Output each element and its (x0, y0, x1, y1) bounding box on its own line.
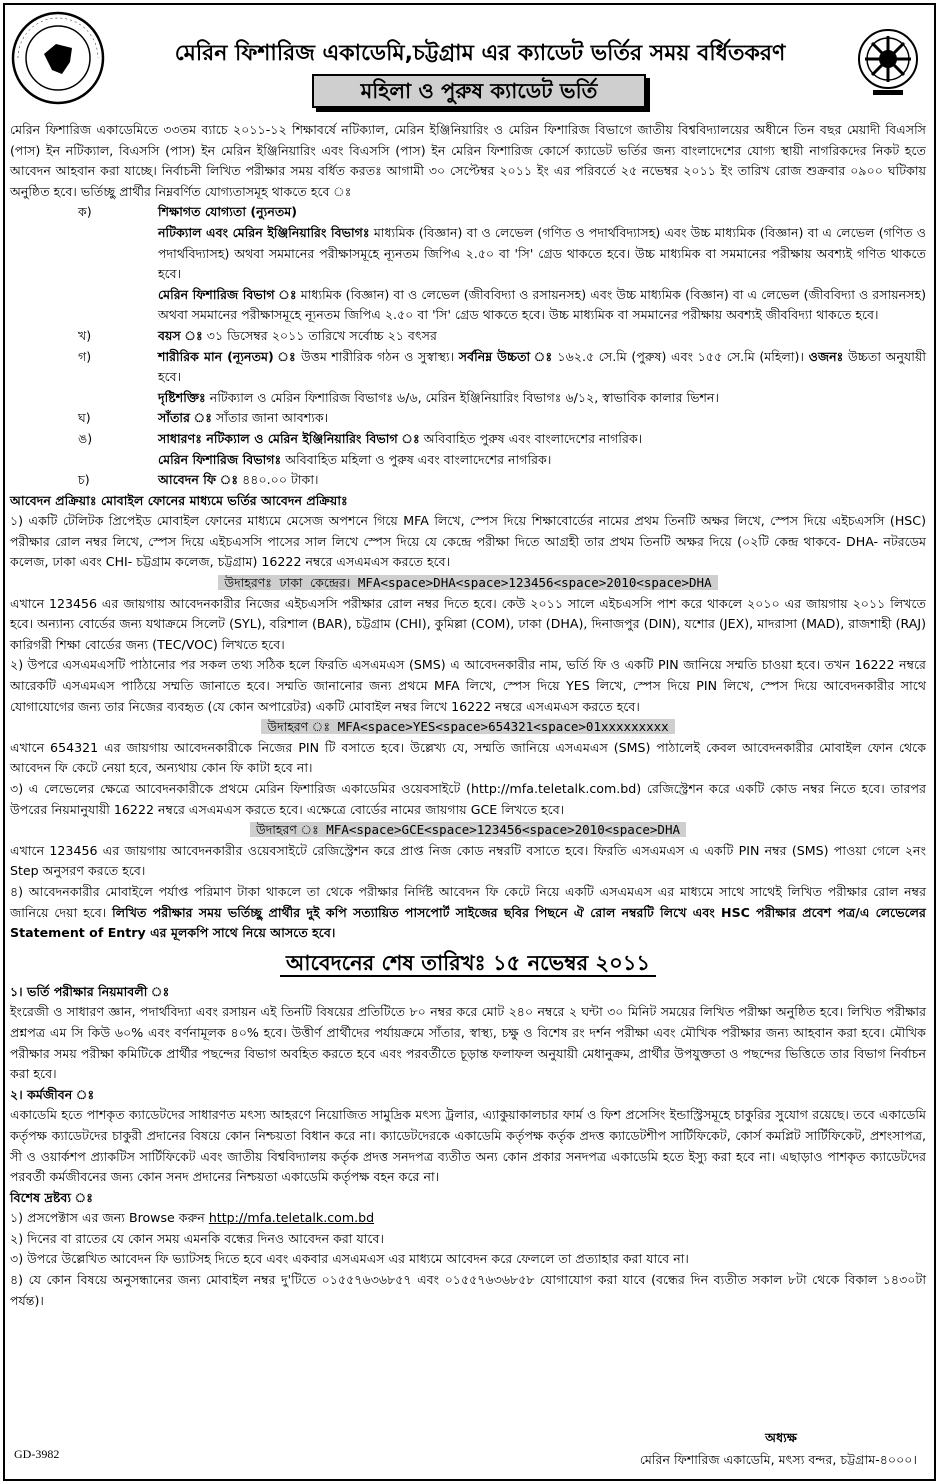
special-note-4: ৪) যে কোন বিষয়ে অনুসন্ধানের জন্য মোবাইল নম্বর দু'টিতে ০১৫৫৭৬৩৬৮৫৭ এবং ০১৫৫৭৬৩৬৮৫৮ যোগাযোগ করা যাবে (বন্ধের দিন ব্যতীত সকাল ৮টা থেকে বিকাল ১৪৩০টা পর্যন্ত)। (10, 1272, 926, 1308)
process-step-4: ৪) আবেদনকারীর মোবাইলে পর্যাপ্ত পরিমাণ টাকা থাকলে তা থেকে পরীক্ষার নির্দিষ্ট আবেদন ফি কেটে নিয়ে একটি এসএমএস এর মাধ্যমে সাথে সাথেই লিখিত পরীক্ষার রোল নম্বর জানিয়ে দেয়া হবে। লিখিত পরীক্ষার সময় ভর্তিচ্ছু প্রার্থীর দুই কপি সত্যায়িত পাসপোর্ট সাইজের ছবির পিছনে ঐ রোল নম্বরটি লিখে এবং HSC পরীক্ষার প্রবেশ পত্র/এ লেভেলের Statement of Entry এর মূলকপি সাথে নিয়ে আসতে হবে। (10, 883, 926, 941)
qualification-general-fisheries: মেরিন ফিশারিজ বিভাগঃ অবিবাহিত মহিলা ও পুরুষ এবং বাংলাদেশের নাগরিক। (158, 451, 552, 467)
application-deadline: আবেদনের শেষ তারিখঃ ১৫ নভেম্বর ২০১১ (10, 948, 926, 978)
ad-code: GD-3982 (14, 1447, 60, 1461)
qualification-swimming: ঘ) সাঁতার ঃ সাঁতার জানা আবশ্যক। (78, 410, 329, 426)
example-2: উদাহরণ ঃ MFA<space>YES<space>654321<space>01xxxxxxxxx (10, 717, 926, 738)
education-fisheries: মেরিন ফিশারিজ বিভাগ ঃ মাধ্যমিক (বিজ্ঞান) বা ও লেভেল (জীববিদ্যা ও রসায়নসহ) এবং উচ্চ মাধ্যমিক (বিজ্ঞান) বা এ লেভেল (জীববিদ্যা ও রসায়নসহ) অথবা সমমানের পরীক্ষাসমূহে ন্যূনতম জিপিএ ২.৫০ বা 'সি' গ্রেড থাকতে হবে। উচ্চ মাধ্যমিক বা সমমানের পরীক্ষায় অবশ্যই জীববিদ্যা থাকতে হবে। (158, 286, 926, 323)
qualification-education: ক) শিক্ষাগত যোগ্যতা (ন্যুনতম) (78, 204, 298, 220)
process-step-3: ৩) এ লেভেলের ক্ষেত্রে আবেদনকারীকে প্রথমে মেরিন ফিশারিজ একাডেমির ওয়েবসাইটে (http://mfa.teletalk.com.bd) রেজিস্ট্রেশন করে একটি কোড নম্বর নিতে হবে। তারপর উপরের নিয়মানুযায়ী 16222 নম্বরে এসএমএস করতে হবে। এক্ষেত্রে বোর্ডের নামের জায়গায় GCE লিখতে হবে। (10, 781, 926, 817)
example-1: উদাহরণঃ ঢাকা কেন্দ্রের। MFA<space>DHA<space>123456<space>2010<space>DHA (10, 573, 926, 594)
page-title: মেরিন ফিশারিজ একাডেমি,চট্টগ্রাম এর ক্যাডেট ভর্তির সময় বর্ধিতকরণ (174, 41, 786, 66)
example-3: উদাহরণ ঃ MFA<space>GCE<space>123456<space>2010<space>DHA (10, 820, 926, 841)
qualification-fee: চ) আবেদন ফি ঃ ৪৪০.০০ টাকা। (78, 472, 319, 488)
special-notes-heading: বিশেষ দ্রষ্টব্য ঃ (10, 1189, 94, 1205)
signature-title: অধ্যক্ষ (765, 1430, 797, 1445)
exam-rules-text: ইংরেজী ও সাধারণ জ্ঞান, পদার্থবিদ্যা এবং রসায়ন এই তিনটি বিষয়ের প্রতিটিতে ৮০ নম্বর করে মোট ২৪০ নম্বরে ২ ঘন্টা ৩০ মিনিট সময়ের লিখিত পরীক্ষা অনুষ্ঠিত হবে। লিখিত পরীক্ষার প্রশ্নপত্র এম সি কিউ ৬০% এবং বর্ণনামূলক ৪০% হবে। উত্তীর্ণ প্রার্থীদের পর্যায়ক্রমে সাঁতার, স্বাস্থ্য, চক্ষু ও বিশেষ রং দর্শন পরীক্ষা এবং মৌখিক পরীক্ষার জন্য আহবান করা হবে। মৌখিক পরীক্ষার সময় পরীক্ষা কমিটিকে প্রার্থীর পছন্দের বিভাগ অবহিত করতে হবে এবং পরবর্তীতে চূড়ান্ত ফলাফল অনুযায়ী মেধানুক্রম, প্রার্থীর উপযুক্ততা ও পছন্দের ভিত্তিতে তার বিভাগ নির্বাচন করা হবে। (10, 1004, 926, 1082)
process-heading: আবেদন প্রক্রিয়াঃ মোবাইল ফোনের মাধ্যমে ভর্তির আবেদন প্রক্রিয়াঃ (10, 492, 348, 508)
career-heading: ২। কর্মজীবন ঃ (10, 1086, 95, 1102)
notice-body (10, 120, 926, 1311)
signature-block (640, 1427, 917, 1471)
career-text: একাডেমি হতে পাশকৃত ক্যাডেটদের সাধারণত মৎস্য আহরণে নিয়োজিত সামুদ্রিক মৎস্য ট্রলার, এ্যাকুয়াকালচার ফার্ম ও ফিশ প্রসেসিং ইন্ডাস্ট্রিসমূহে চাকুরির সুযোগ রয়েছে। তবে একাডেমি কর্তৃপক্ষ ক্যাডেটদের চাকুরী প্রদানের বিষয়ে কোন নিশ্চয়তা বিধান করে না। ক্যাডেটদেরকে একাডেমি কর্তৃপক্ষ কর্তৃক প্রদত্ত ক্যাডেটশীপ সার্টিফিকেট, কোর্স কমপ্লিট সার্টিফিকেট, প্রশংসাপত্র, সী ও ওয়ার্কশপ প্র্যাকটিস সার্টিফিকেট এবং জাতীয় বিশ্ববিদ্যালয় কর্তৃক প্রদত্ত সনদপত্র ব্যতীত অন্য কোন প্রকার সনদপত্র একাডেমি হতে ইস্যু করা হবে না। এছাড়াও পাশকৃত ক্যাডেটদের পরবর্তী কর্মজীবনের জন্য কোন সনদ প্রদানের নিশ্চয়তা একাডেমি কর্তৃপক্ষ বহন করে না। (10, 1107, 926, 1185)
academy-logo-icon (857, 28, 919, 98)
exam-rules-heading: ১। ভর্তি পরীক্ষার নিয়মাবলী ঃ (10, 983, 170, 999)
special-note-1: ১) প্রসপেক্টাস এর জন্য Browse করুন http://mfa.teletalk.com.bd (10, 1210, 375, 1226)
qualification-physical: গ) শারীরিক মান (ন্যূনতম) ঃ উত্তম শারীরিক গঠন ও সুস্বাস্থ্য। সর্বনিম্ন উচ্চতা ঃ ১৬২.৫ সে.মি (পুরুষ) এবং ১৫৫ সে.মি (মহিলা)। ওজনঃ উচ্চতা অনুযায়ী হবে। (78, 348, 926, 385)
government-emblem-icon (10, 10, 106, 106)
process-note-3: এখানে 123456 এর জায়গায় আবেদনকারীর ওয়েবসাইটে রেজিস্ট্রেশন করে প্রাপ্ত নিজ কোড নম্বরটি বসাতে হবে। ফিরতি এসএমএস এ একটি PIN নম্বর (SMS) পাওয়া গেলে ২নং Step অনুসরণ করতে হবে। (10, 842, 926, 879)
special-note-3: ৩) উপরে উল্লেখিত আবেদন ফি ভ্যাটসহ দিতে হবে এবং একবার এসএমএস এর মাধ্যমে আবেদন করে ফেললে তা প্রত্যাহার করা যাবে না। (10, 1251, 689, 1267)
prospectus-link[interactable]: http://mfa.teletalk.com.bd (208, 1210, 375, 1226)
process-step-1: ১) একটি টেলিটক প্রিপেইড মোবাইল ফোনের মাধ্যমে মেসেজ অপশনে গিয়ে MFA লিখে, স্পেস দিয়ে শিক্ষাবোর্ডের নামের প্রথম তিনটি অক্ষর লিখে, স্পেস দিয়ে এইচএসসি (HSC) পরীক্ষার রোল নম্বর লিখে, স্পেস দিয়ে এইচএসসি পাসের সাল লিখে স্পেস দিয়ে যে কেন্দ্রে পরীক্ষা দিতে আগ্রহী তার প্রথম তিনটি অক্ষর দিয়ে (০২টি কেন্দ্র থাকবে- DHA- নটরডেম কলেজ, ঢাকা এবং CHI- চট্টগ্রাম কলেজ, চট্টগ্রাম) 16222 নম্বরে এসএমএস করতে হবে। (10, 513, 926, 570)
education-nautical-engineering: নটিক্যাল এবং মেরিন ইঞ্জিনিয়ারিং বিভাগঃ মাধ্যমিক (বিজ্ঞান) বা ও লেভেল (গণিত ও পদার্থবিদ্যাসহ) এবং উচ্চ মাধ্যমিক (বিজ্ঞান) বা এ লেভেল (গণিত ও পদার্থবিদ্যাসহ) অথবা সমমানের পরীক্ষাসমূহে ন্যূনতম জিপিএ ২.৫০ বা 'সি' গ্রেড থাকতে হবে। উচ্চ মাধ্যমিক বা সমমানের পরীক্ষায় অবশ্যই গণিত থাকতে হবে। (158, 224, 926, 282)
qualification-vision: দৃষ্টিশক্তিঃ নটিক্যাল ও মেরিন ফিশারিজ বিভাগঃ ৬/৬, মেরিন ইঞ্জিনিয়ারিং বিভাগঃ ৬/১২, স্বাভাবিক কালার ভিশন। (158, 389, 719, 405)
signature-org: মেরিন ফিশারিজ একাডেমি, মৎস্য বন্দর, চট্টগ্রাম-৪০০০। (639, 1452, 917, 1467)
special-note-2: ২) দিনের বা রাতের যে কোন সময় এমনকি বন্ধের দিনও আবেদন করা যাবে। (10, 1230, 384, 1246)
intro-paragraph: মেরিন ফিশারিজ একাডেমিতে ৩৩তম ব্যাচে ২০১১-১২ শিক্ষাবর্ষে নটিক্যাল, মেরিন ইঞ্জিনিয়ারিং ও মেরিন ফিশারিজ বিভাগে জাতীয় বিশ্ববিদ্যালয়ের অধীনে তিন বছর মেয়াদী বিএসসি (পাস) ইন নটিক্যাল, বিএসসি (পাস) ইন মেরিন ইঞ্জিনিয়ারিং এবং বিএসসি (পাস) ইন মেরিন ফিশারিজ কোর্সে ক্যাডেট ভর্তির জন্য বাংলাদেশের যোগ্য স্থায়ী নাগরিকদের নিকট হতে আবেদন আহবান করা যাচ্ছে। নির্বাচনী লিখিত পরীক্ষার সময় বর্ধিত করতঃ আগামী ৩০ সেপ্টেম্বর ২০১১ ইং এর পরিবর্তে ২৫ নভেম্বর ২০১১ ইং তারিখ রোজ শুক্রবার ০৯০০ ঘটিকায় অনুষ্ঠিত হবে। ভর্তিচ্ছু প্রার্থীর নিম্নবর্ণিত যোগ্যতাসমূহ থাকতে হবে ঃ (10, 122, 926, 199)
qualification-age: খ) বয়স ঃ ৩১ ডিসেম্বর ২০১১ তারিখে সর্বোচ্চ ২১ বৎসর (78, 327, 437, 343)
qualification-general: ঙ) সাধারণঃ নটিক্যাল ও মেরিন ইঞ্জিনিয়ারিং বিভাগ ঃ অবিবাহিত পুরুষ এবং বাংলাদেশের নাগরিক। (78, 430, 643, 446)
process-note-1: এখানে 123456 এর জায়গায় আবেদনকারীর নিজের এইচএসসি পরীক্ষার রোল নম্বর দিতে হবে। কেউ ২০১১ সালে এইচএসসি পাশ করে থাকলে ২০১০ এর জায়গায় ২০১১ লিখতে হবে। অন্যান্য বোর্ডের জন্য যথাক্রমে সিলেট (SYL), বরিশাল (BAR), চট্টগ্রাম (CHI), কুমিল্লা (COM), ঢাকা (DHA), দিনাজপুর (DIN), যশোর (JEX), মাদরাসা (MAD), রাজশাহী (RAJ) কারিগরী শিক্ষা বোর্ডের জন্য (TEC/VOC) লিখতে হবে। (10, 595, 926, 652)
process-note-2: এখানে 654321 এর জায়গায় আবেদনকারীকে নিজের PIN টি বসাতে হবে। উল্লেখ্য যে, সম্মতি জানিয়ে এসএমএস (SMS) পাঠালেই কেবল আবেদনকারীর মোবাইল ফোন থেকে আবেদন ফি কেটে নেয়া হবে, অন্যথায় কোন ফি কাটা হবে না। (10, 739, 926, 776)
process-step-2: ২) উপরে এসএমএসটি পাঠানোর পর সকল তথ্য সঠিক হলে ফিরতি এসএমএস (SMS) এ আবেদনকারীর নাম, ভর্তি ফি ও একটি PIN জানিয়ে সম্মতি চাওয়া হবে। তখন 16222 নম্বরে আরেকটি এসএমএস পাঠিয়ে সম্মতি জানাতে হবে। সম্মতি জানানোর জন্য প্রথমে MFA লিখে, স্পেস দিয়ে YES লিখে, স্পেস দিয়ে PIN লিখে, স্পেস দিয়ে আবেদনকারীর সাথে যোগাযোগের জন্য তার নিজের ব্যবহৃত (যে কোন অপারেটর) একটি মোবাইল নম্বর লিখে 16222 নম্বরে এসএমএস করতে হবে। (10, 657, 926, 714)
page-subtitle: মহিলা ও পুরুষ ক্যাডেট ভর্তি (312, 74, 646, 108)
